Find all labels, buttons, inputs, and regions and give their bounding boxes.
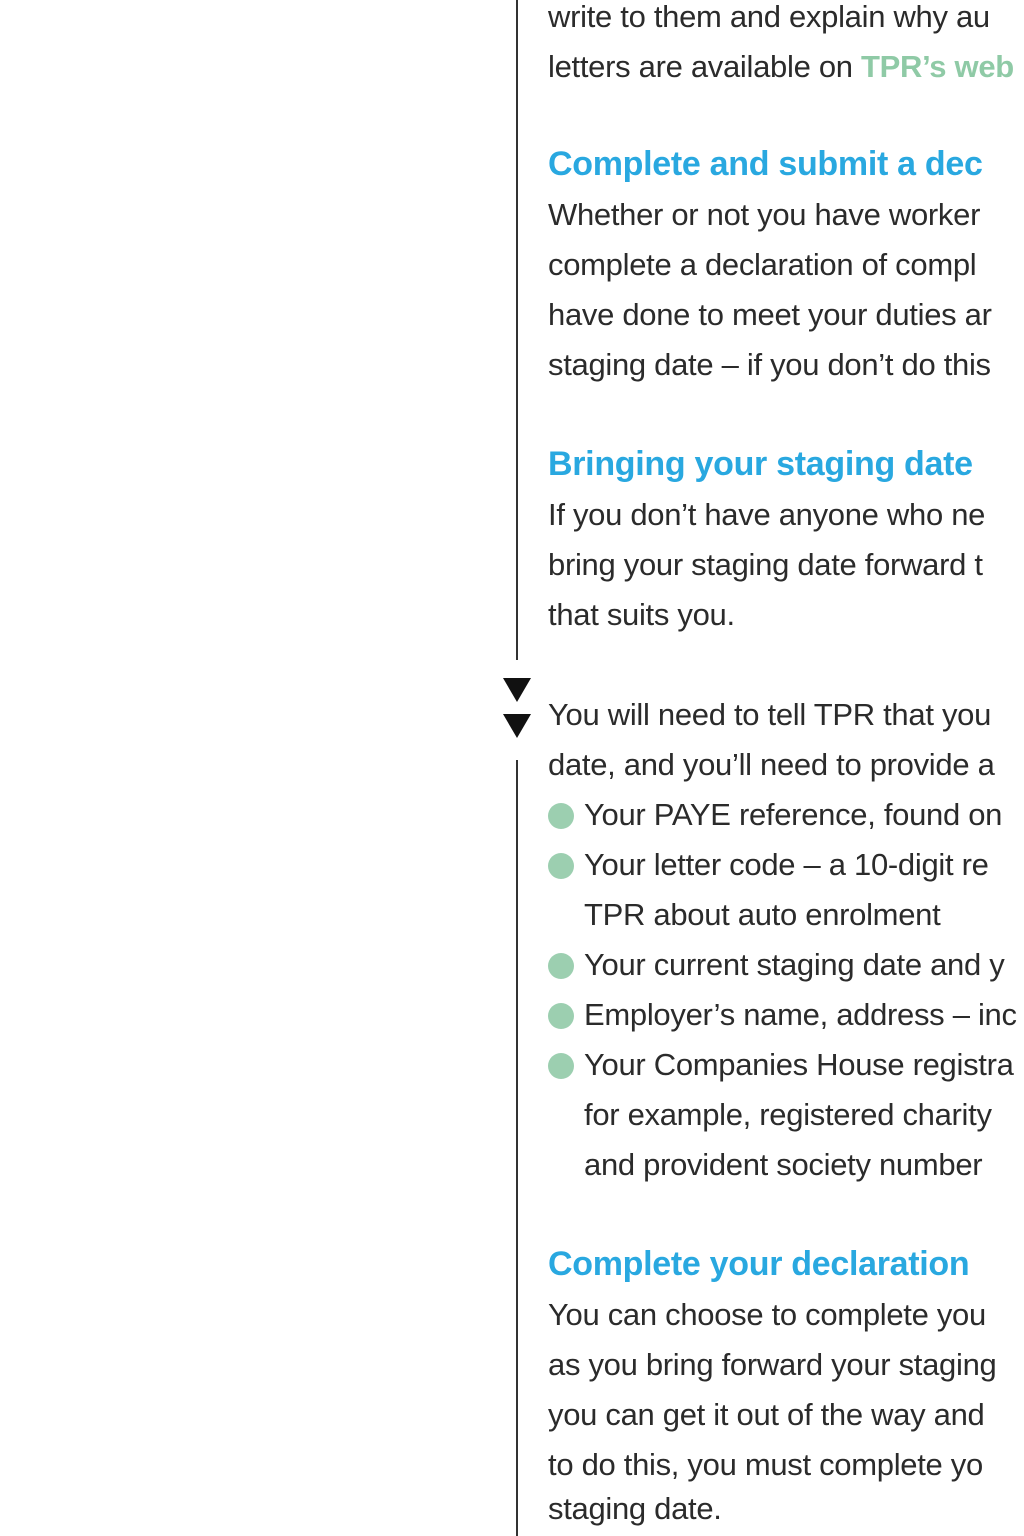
body-text-line: Whether or not you have worker bbox=[548, 197, 981, 232]
list-item-text: Employer’s name, address – inc bbox=[584, 997, 1017, 1032]
bullet-icon bbox=[548, 1003, 574, 1029]
list-item-text: Your Companies House registra bbox=[584, 1047, 1014, 1082]
body-text-line: If you don’t have anyone who ne bbox=[548, 497, 986, 532]
bullet-icon bbox=[548, 953, 574, 979]
body-text: letters are available on bbox=[548, 49, 862, 84]
body-text-line: that suits you. bbox=[548, 597, 735, 632]
list-item bbox=[548, 940, 1024, 990]
body-text-line: You can choose to complete you bbox=[548, 1297, 986, 1332]
list-item bbox=[548, 790, 1024, 840]
section-heading: Complete your declaration bbox=[548, 1245, 970, 1283]
list-item bbox=[548, 990, 1024, 1040]
list-item-text: Your letter code – a 10-digit re bbox=[584, 847, 989, 882]
body-text-line: staging date – if you don’t do this bbox=[548, 347, 991, 382]
bullet-icon bbox=[548, 803, 574, 829]
body-text-line: date, and you’ll need to provide a bbox=[548, 747, 995, 782]
body-text-line: complete a declaration of compl bbox=[548, 247, 977, 282]
bullet-icon bbox=[548, 1053, 574, 1079]
body-text-line: you can get it out of the way and bbox=[548, 1397, 985, 1432]
body-text-line: staging date. bbox=[548, 1491, 722, 1526]
list-item-text: Your current staging date and y bbox=[584, 947, 1005, 982]
section-heading: Complete and submit a dec bbox=[548, 145, 983, 183]
body-text-line: bring your staging date forward t bbox=[548, 547, 983, 582]
section-heading: Bringing your staging date bbox=[548, 445, 973, 483]
margin-rule-top bbox=[516, 0, 518, 660]
body-text-line: as you bring forward your staging bbox=[548, 1347, 997, 1382]
content-column bbox=[548, 0, 1024, 1536]
bullet-icon bbox=[548, 853, 574, 879]
list-item-text: for example, registered charity bbox=[584, 1097, 992, 1132]
list-item bbox=[548, 1040, 1024, 1090]
body-text-line: write to them and explain why au bbox=[548, 0, 990, 34]
down-arrow-icon bbox=[503, 714, 531, 738]
list-item bbox=[548, 840, 1024, 890]
body-text-line: You will need to tell TPR that you bbox=[548, 697, 992, 732]
list-item-text: TPR about auto enrolment bbox=[584, 897, 941, 932]
down-arrow-icon bbox=[503, 678, 531, 702]
margin-rule-bottom bbox=[516, 760, 518, 1536]
body-text-line: to do this, you must complete yo bbox=[548, 1447, 983, 1482]
list-item-text: and provident society number bbox=[584, 1147, 983, 1182]
list-item-text: Your PAYE reference, found on bbox=[584, 797, 1003, 832]
body-text-line bbox=[548, 42, 1014, 92]
body-text-line: have done to meet your duties ar bbox=[548, 297, 992, 332]
tpr-website-link[interactable]: TPR’s web bbox=[861, 49, 1014, 84]
